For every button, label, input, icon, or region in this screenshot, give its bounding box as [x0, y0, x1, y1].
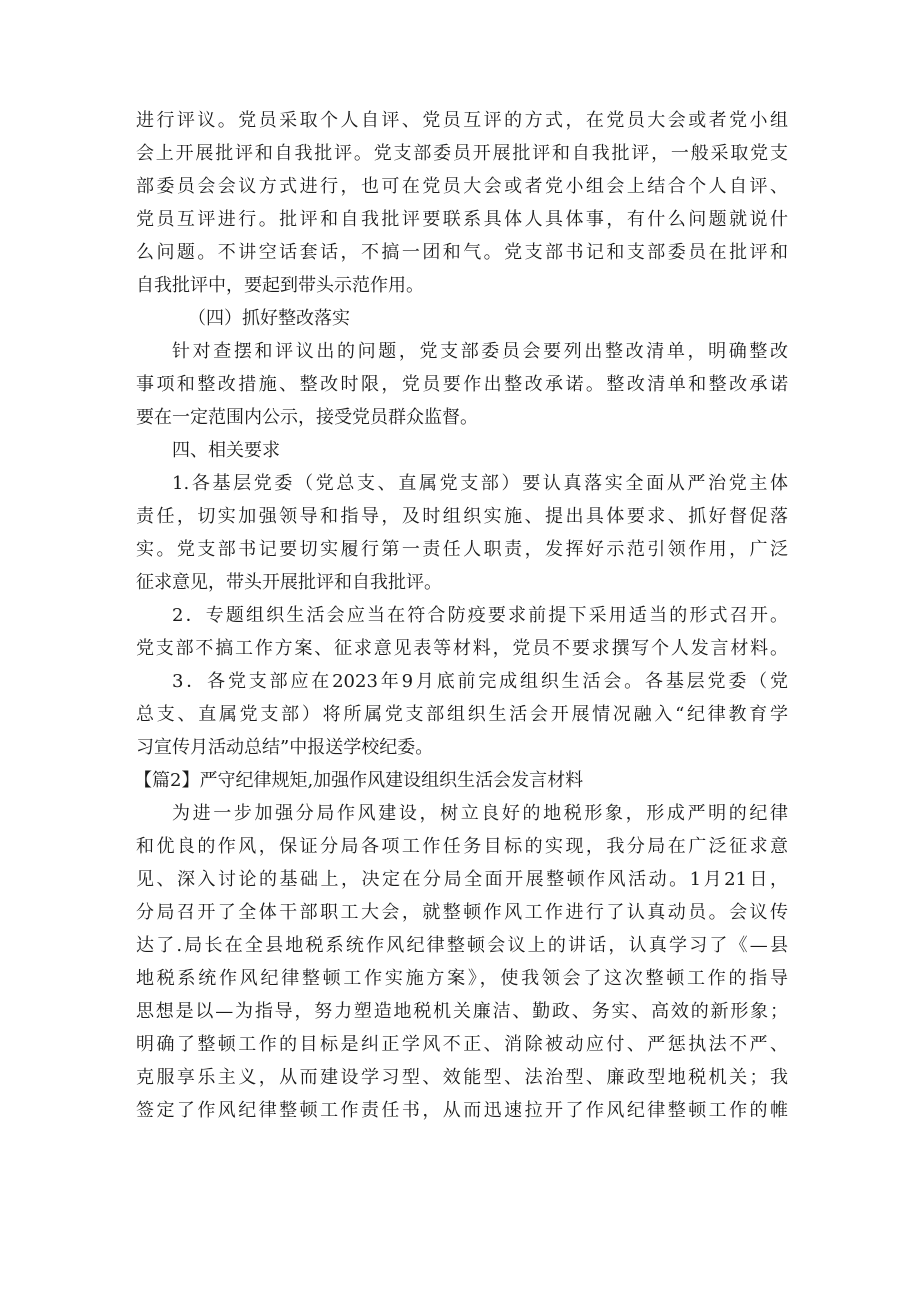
text-line: 分局召开了全体干部职工大会，就整顿作风工作进行了认真动员。会议传	[136, 902, 788, 923]
text-line: 地税系统作风纪律整顿工作实施方案》，使我领会了这次整顿工作的指导	[136, 968, 788, 989]
text-line: 见、深入讨论的基础上，决定在分局全面开展整顿作风活动。1月21日，	[136, 869, 788, 890]
text-line: 签定了作风纪律整顿工作责任书，从而迅速拉开了作风纪律整顿工作的帷	[136, 1100, 788, 1121]
document-body	[136, 104, 788, 1127]
text-line: 进行评议。党员采取个人自评、党员互评的方式，在党员大会或者党小组	[136, 110, 788, 131]
text-line: 四、相关要求	[172, 440, 280, 461]
text-line: 2．专题组织生活会应当在符合防疫要求前提下采用适当的形式召开。	[172, 605, 788, 626]
article-title: 【篇2】严守纪律规矩,加强作风建设组织生活会发言材料	[134, 770, 584, 791]
text-line: 么问题。不讲空话套话，不搞一团和气。党支部书记和支部委员在批评和	[136, 242, 788, 263]
text-line: 部委员会会议方式进行，也可在党员大会或者党小组会上结合个人自评、	[136, 176, 788, 197]
text-line: 明确了整顿工作的目标是纠正学风不正、消除被动应付、严惩执法不严、	[136, 1034, 788, 1055]
text-line: 思想是以—为指导，努力塑造地税机关廉洁、勤政、务实、高效的新形象；	[136, 1001, 788, 1022]
text-line: 克服享乐主义，从而建设学习型、效能型、法治型、廉政型地税机关；我	[136, 1067, 788, 1088]
text-line: 党支部不搞工作方案、征求意见表等材料，党员不要求撰写个人发言材料。	[136, 638, 788, 659]
text-line: 针对查摆和评议出的问题，党支部委员会要列出整改清单，明确整改	[172, 341, 788, 362]
text-line: 1.各基层党委（党总支、直属党支部）要认真落实全面从严治党主体	[172, 473, 788, 494]
text-line: （四）抓好整改落实	[188, 308, 350, 329]
text-line: 责任，切实加强领导和指导，及时组织实施、提出具体要求、抓好督促落	[136, 506, 788, 527]
text-line: 党员互评进行。批评和自我批评要联系具体人具体事，有什么问题就说什	[136, 209, 788, 230]
text-line: 为进一步加强分局作风建设，树立良好的地税形象，形成严明的纪律	[172, 803, 788, 824]
text-line: 达了.局长在全县地税系统作风纪律整顿会议上的讲话，认真学习了《—县	[136, 935, 788, 956]
text-line: 要在一定范围内公示，接受党员群众监督。	[136, 407, 478, 428]
text-line: 总支、直属党支部）将所属党支部组织生活会开展情况融入“纪律教育学	[136, 704, 788, 725]
text-line: 事项和整改措施、整改时限，党员要作出整改承诺。整改清单和整改承诺	[136, 374, 788, 395]
text-line: 3．各党支部应在2023年9月底前完成组织生活会。各基层党委（党	[172, 671, 788, 692]
text-line: 会上开展批评和自我批评。党支部委员开展批评和自我批评，一般采取党支	[136, 143, 788, 164]
text-line: 习宣传月活动总结”中报送学校纪委。	[136, 737, 434, 758]
text-line: 自我批评中，要起到带头示范作用。	[136, 275, 424, 296]
text-line: 实。党支部书记要切实履行第一责任人职责，发挥好示范引领作用，广泛	[136, 539, 788, 560]
text-line: 征求意见，带头开展批评和自我批评。	[136, 572, 442, 593]
text-line: 和优良的作风，保证分局各项工作任务目标的实现，我分局在广泛征求意	[136, 836, 788, 857]
